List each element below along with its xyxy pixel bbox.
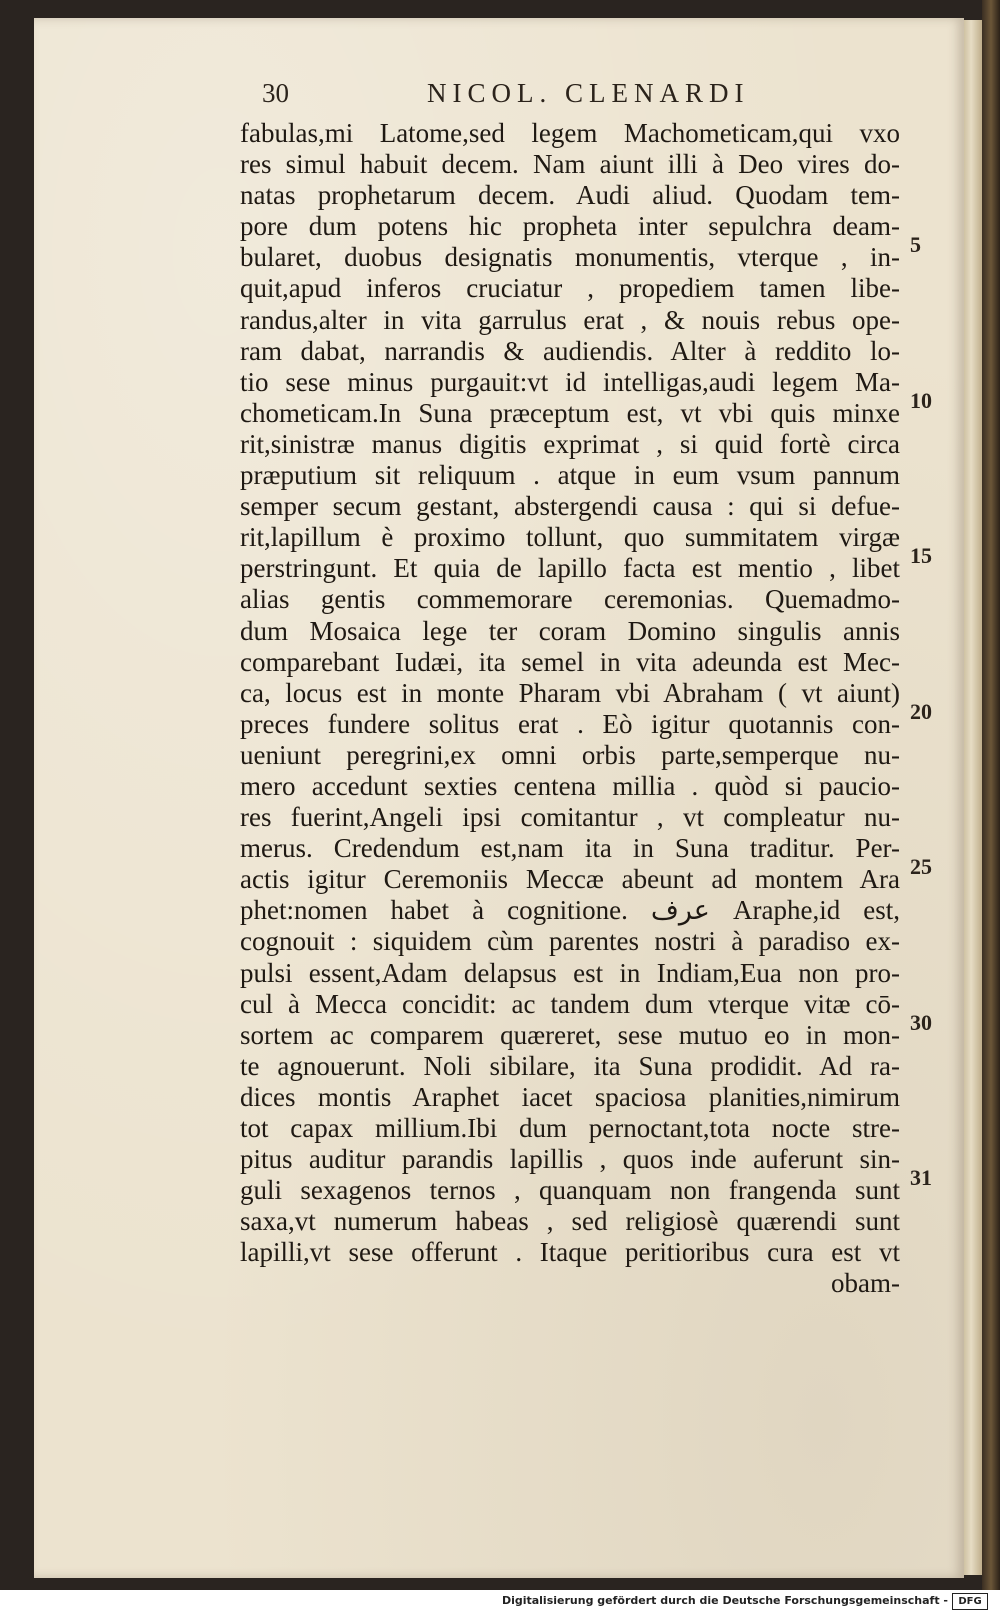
text-line: ueniunt peregrini,ex omni orbis parte,semperque nu-	[240, 739, 900, 770]
text-line: quit,apud inferos cruciatur , propediem tamen libe-	[240, 273, 900, 304]
running-title: NICOL. CLENARDI	[427, 78, 750, 108]
page-edge	[964, 20, 982, 1575]
text-line: res fuerint,Angeli ipsi comitantur , vt compleatur nu-	[240, 802, 900, 833]
text-line: pitus auditur parandis lapillis , quos inde auferunt sin-	[240, 1144, 900, 1175]
line-number-25: 25	[910, 854, 932, 879]
text-line: comparebant Iudæi, ita semel in vita adeunda est Mec-	[240, 646, 900, 677]
text-line: bularet, duobus designatis monumentis, vterque , in-	[240, 242, 900, 273]
page-number: 30	[262, 78, 289, 108]
text-line: saxa,vt numerum habeas , sed religiosè quærendi sunt	[240, 1206, 900, 1237]
text-line: rit,sinistræ manus digitis exprimat , si quid fortè circa	[240, 428, 900, 459]
text-line: tot capax millium.Ibi dum pernoctant,tota nocte stre-	[240, 1113, 900, 1143]
text-line: pore dum potens hic propheta inter sepulchra deam-	[240, 211, 900, 242]
text-line: te agnouerunt. Noli sibilare, ita Suna prodidit. Ad ra-	[240, 1050, 900, 1081]
text-line: guli sexagenos ternos , quanquam non frangenda sunt	[240, 1175, 900, 1206]
text-line: actis igitur Ceremoniis Meccæ abeunt ad montem Ara	[240, 864, 900, 895]
line-number-31: 31	[910, 1165, 932, 1190]
text-line: randus,alter in vita garrulus erat , & nouis rebus ope-	[240, 304, 900, 335]
text-line: dum Mosaica lege ter coram Domino singulis annis	[240, 615, 900, 646]
line-number-20: 20	[910, 699, 932, 724]
footer-bar	[0, 1590, 1000, 1613]
catchword: obam-	[831, 1268, 900, 1299]
text-line: cognouit : siquidem cùm parentes nostri à paradiso ex-	[240, 926, 900, 957]
text-line: res simul habuit decem. Nam aiunt illi à Deo vires do-	[240, 149, 900, 180]
text-line: alias gentis commemorare ceremonias. Quemadmo-	[240, 584, 900, 615]
text-line: cul à Mecca concidit: ac tandem dum vterque vitæ cō-	[240, 988, 900, 1019]
line-number-10: 10	[910, 388, 932, 413]
running-head	[262, 78, 762, 112]
text-line: chometicam.In Suna præceptum est, vt vbi quis minxe	[240, 397, 900, 428]
text-line: tio sese minus purgauit:vt id intelligas,audi legem Ma-	[240, 366, 900, 397]
line-number-5: 5	[910, 232, 921, 257]
text-line: perstringunt. Et quia de lapillo facta est mentio , libet	[240, 553, 900, 584]
body-text	[240, 118, 900, 1300]
dfg-logo: DFG	[952, 1593, 988, 1610]
text-line: rit,lapillum è proximo tollunt, quo summitatem virgæ	[240, 522, 900, 553]
text-line: dices montis Araphet iacet spaciosa planities,nimirum	[240, 1081, 900, 1112]
text-line: merus. Credendum est,nam ita in Suna traditur. Per-	[240, 833, 900, 864]
text-line: phet:nomen habet à cognitione. عرف Araphe,id est,	[240, 895, 901, 926]
text-line: sortem ac comparem quæreret, sese mutuo eo in mon-	[240, 1019, 900, 1050]
line-number-30: 30	[910, 1010, 932, 1035]
text-line: ca, locus est in monte Pharam vbi Abraham ( vt aiunt)	[240, 677, 900, 708]
book-binding	[982, 0, 1000, 1590]
line-number-15: 15	[910, 543, 932, 568]
text-line: mero accedunt sexties centena millia . quòd si paucio-	[240, 770, 900, 801]
text-line: preces fundere solitus erat . Eò igitur quotannis con-	[240, 708, 900, 739]
text-line: ram dabat, narrandis & audiendis. Alter à reddito lo-	[240, 335, 900, 366]
text-line: præputium sit reliquum . atque in eum vsum pannum	[240, 460, 900, 491]
text-line: fabulas,mi Latome,sed legem Machometicam,qui vxo	[240, 118, 900, 148]
text-line: pulsi essent,Adam delapsus est in Indiam,Eua non pro-	[240, 957, 900, 988]
text-line: semper secum gestant, abstergendi causa : qui si defue-	[240, 491, 900, 522]
text-line: lapilli,vt sese offerunt . Itaque peritioribus cura est vt	[240, 1237, 900, 1268]
funding-credit: Digitalisierung gefördert durch die Deutsche Forschungsgemeinschaft -	[501, 1594, 948, 1607]
text-line: natas prophetarum decem. Audi aliud. Quodam tem-	[240, 180, 900, 211]
